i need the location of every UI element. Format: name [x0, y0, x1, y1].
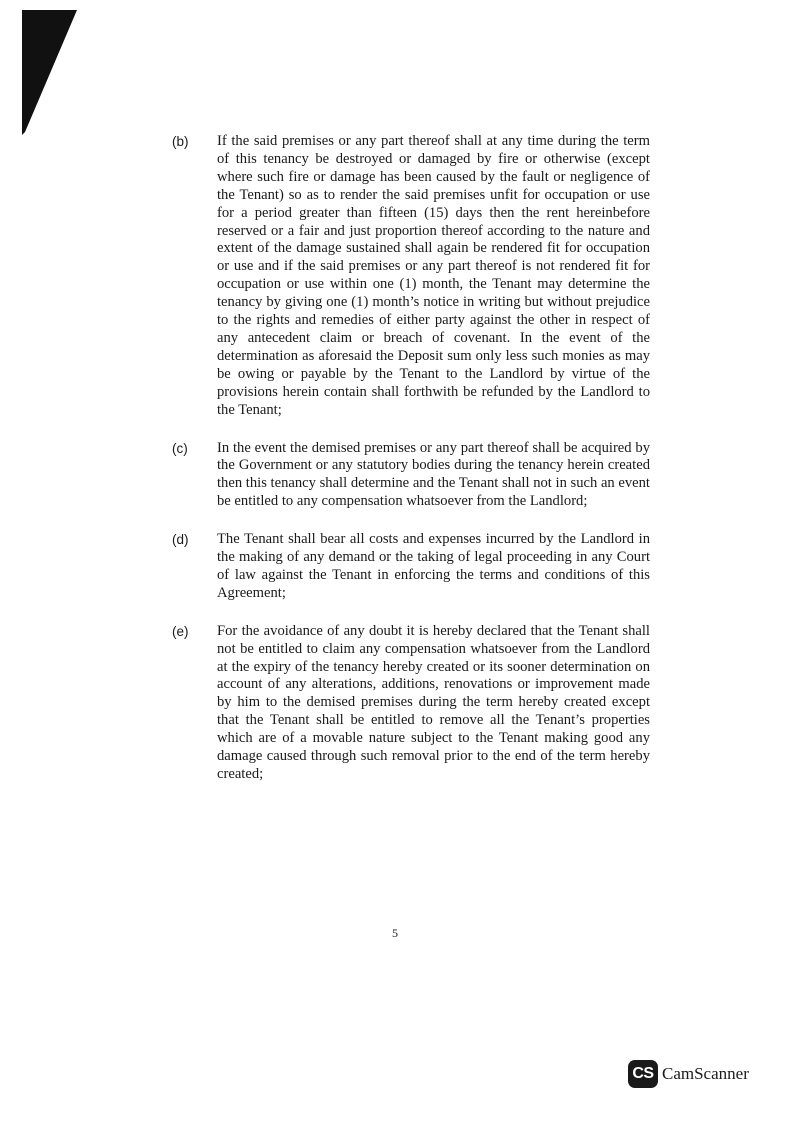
clause-letter: (e): [172, 623, 189, 639]
page-number: 5: [392, 926, 398, 940]
clause-text: If the said premises or any part thereof shall at any time during the term of this tenancy be destroyed or damaged by fire or otherwise (except where such fire or damage has been caused by the fault or negligence of the Tenant) so as to render the said premises unfit for occupation or use for a period greater than fifteen (15) days then the rent hereinbefore reserved or a fair and just proportion thereof according to the nature and extent of the damage sustained shall again be rendered fit for occupation or use and if the said premises or any part thereof is not rendered fit for occupation or use within one (1) month, the Tenant may determine the tenancy by giving one (1) month’s notice in writing but without prejudice to the rights and remedies of either party against the other in respect of any antecedent claim or breach of covenant. In the event of the determination as aforesaid the Deposit sum only less such monies as may be owing or payable by the Tenant to the Landlord by virtue of the provisions herein contain shall forthwith be refunded by the Landlord to the Tenant;: [217, 133, 650, 418]
clause-text: The Tenant shall bear all costs and expenses incurred by the Landlord in the making of any demand or the taking of legal proceeding in any Court of law against the Tenant in enforcing the terms and conditions of this Agreement;: [217, 531, 650, 601]
clause-text: In the event the demised premises or any part thereof shall be acquired by the Government or any statutory bodies during the tenancy herein created then this tenancy shall determine and the Tenant shall not in such an event be entitled to any compensation whatsoever from the Landlord;: [217, 439, 650, 510]
clause-b: [172, 133, 650, 420]
scan-edge-shadow: [22, 10, 82, 135]
camscanner-logo-icon: CS: [628, 1060, 658, 1088]
clause-d: [172, 531, 650, 603]
clause-letter: (c): [172, 440, 188, 456]
clause-letter: (b): [172, 134, 189, 149]
clause-e: [172, 623, 650, 784]
camscanner-name: CamScanner: [662, 1064, 749, 1083]
clause-letter: (d): [172, 532, 189, 548]
camscanner-watermark: [628, 1060, 749, 1088]
clause-text: For the avoidance of any doubt it is hereby declared that the Tenant shall not be entitled to claim any compensation whatsoever from the Landlord at the expiry of the tenancy hereby created or its sooner determination on account of any alterations, additions, renovations or improvement made by him to the demised premises during the term hereby created except that the Tenant shall be entitled to remove all the Tenant’s properties which are of a movable nature subject to the Tenant making good any damage caused through such removal prior to the end of the term hereby created;: [217, 622, 650, 782]
clause-list: [172, 133, 650, 804]
clause-c: [172, 440, 650, 512]
